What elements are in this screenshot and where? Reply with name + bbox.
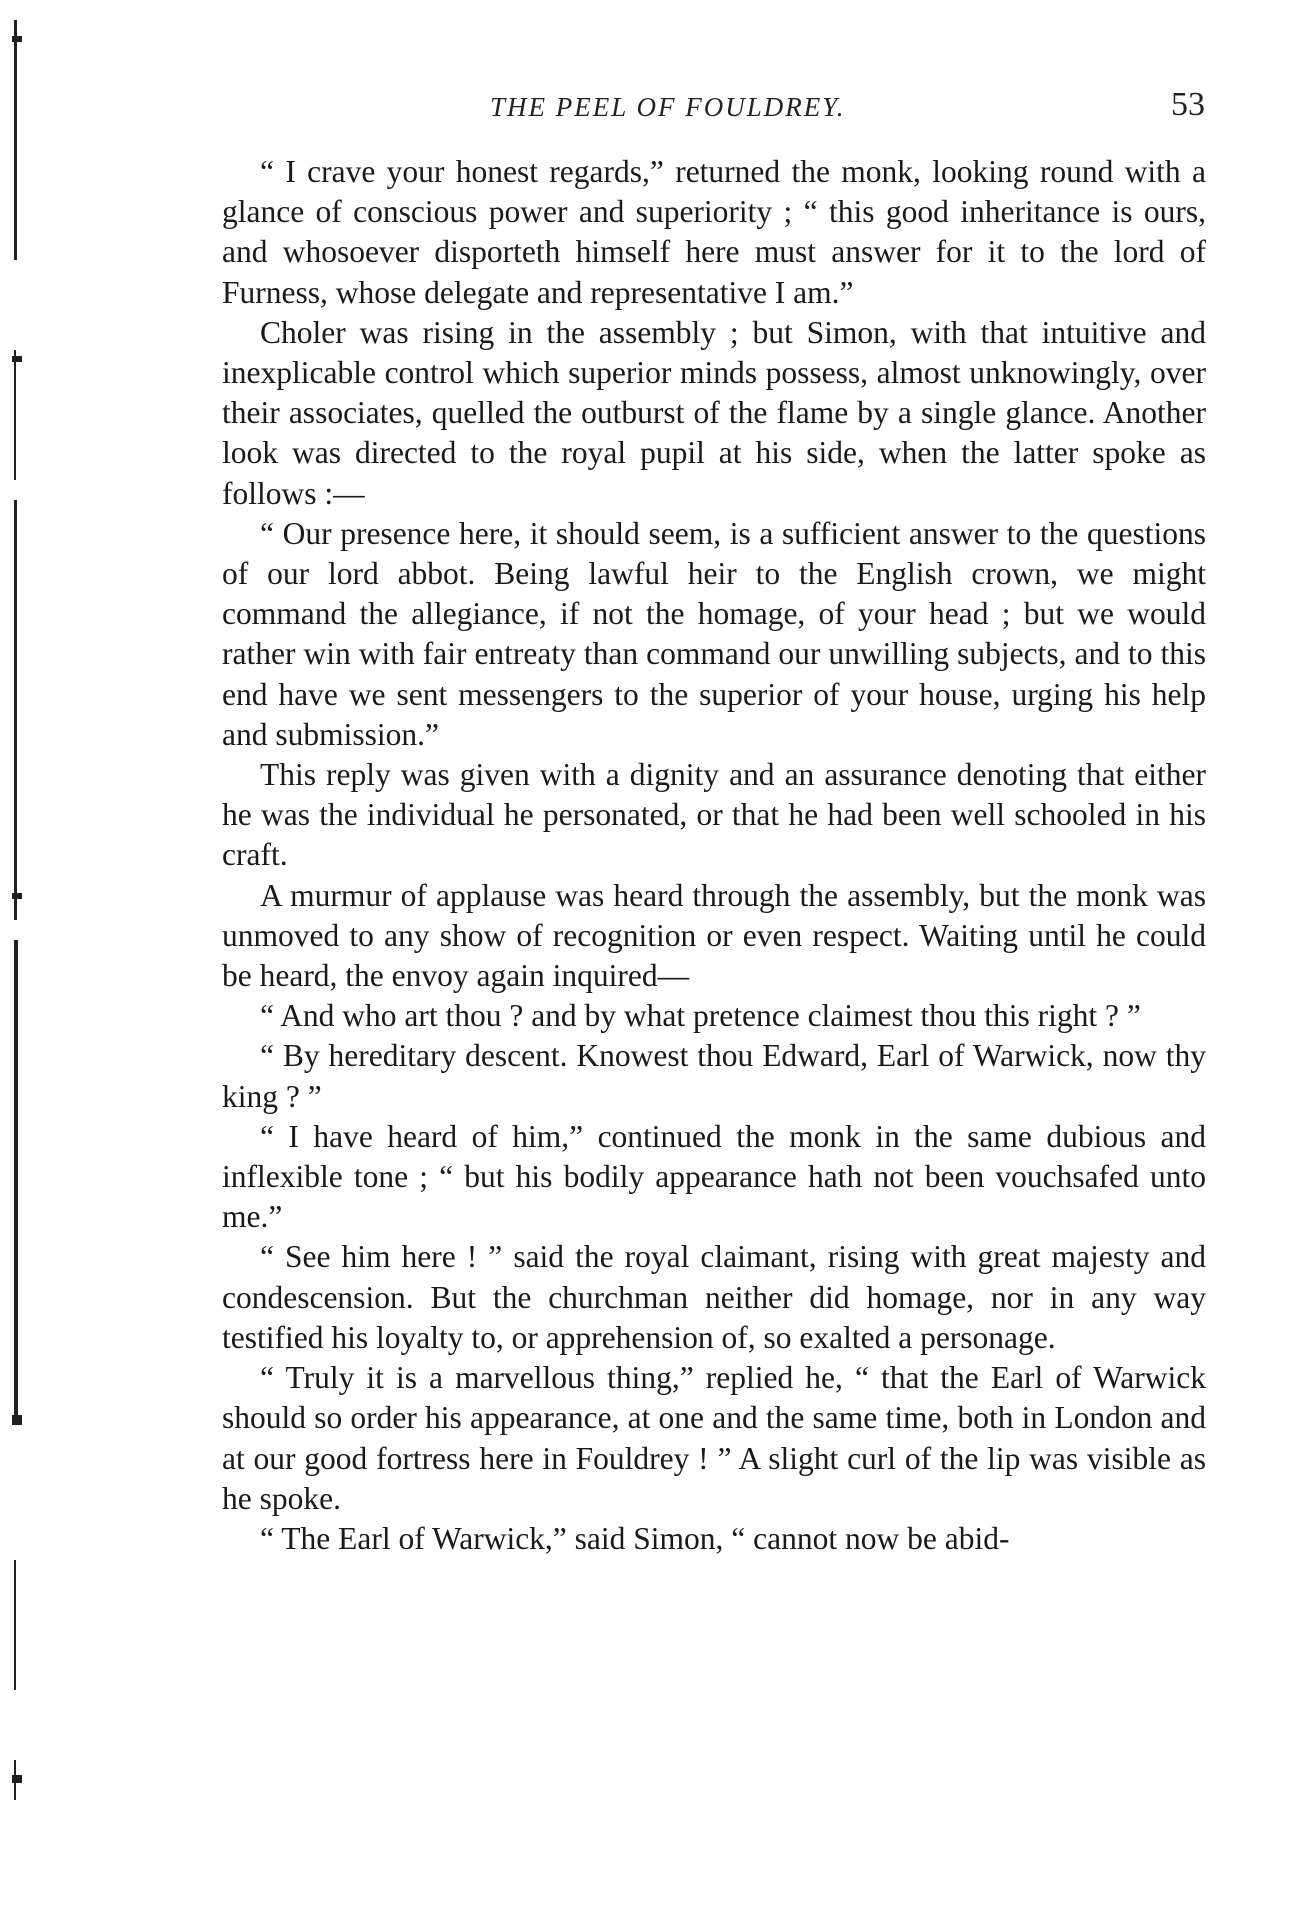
- paragraph: Choler was rising in the assembly ; but Simon, with that intuitive and inexplicable control which superior minds possess, almost unknowingly, over their associates, quelled the outburst of the flame by a single glance. Another look was directed to the royal pupil at his side, when the latter spoke as follows :—: [222, 314, 1206, 511]
- paragraph: “ And who art thou ? and by what pretence claimest thou this right ? ”: [260, 998, 1141, 1034]
- paragraph: “ The Earl of Warwick,” said Simon, “ cannot now be abid-: [260, 1520, 1010, 1556]
- scan-edge-tick: [12, 356, 22, 362]
- paragraph: This reply was given with a dignity and an assurance denoting that either he was the individual he personated, or that he had been well schooled in his craft.: [222, 757, 1206, 873]
- page-number: 53: [1171, 86, 1205, 123]
- scan-edge-line: [14, 500, 17, 920]
- scan-edge-line: [14, 1560, 16, 1690]
- paragraph: “ I crave your honest regards,” returned the monk, looking round with a glance of conscious power and superiority ; “ this good inheritance is ours, and whosoever disporteth himself here must answer for it to the lord of Furness, whose delegate and representative I am.”: [222, 154, 1206, 310]
- paragraph: “ Our presence here, it should seem, is a sufficient answer to the questions of our lord abbot. Being lawful heir to the English crown, we might command the allegiance, if not the homage, of your head ; but we would rather win with fair entreaty than command our unwilling subjects, and to this end have we sent messengers to the superior of your house, urging his help and submission.”: [222, 515, 1206, 752]
- paragraph: “ By hereditary descent. Knowest thou Edward, Earl of Warwick, now thy king ? ”: [222, 1038, 1206, 1114]
- scan-edge-tick: [12, 36, 22, 42]
- paragraph: A murmur of applause was heard through the assembly, but the monk was unmoved to any show of recognition or even respect. Waiting until he could be heard, the envoy again inquired—: [222, 877, 1206, 994]
- paragraph: “ See him here ! ” said the royal claimant, rising with great majesty and condescension. But the churchman neither did homage, nor in any way testified his loyalty to, or apprehension of, so exalted a personage.: [222, 1239, 1206, 1355]
- scan-edge-tick: [12, 1415, 22, 1425]
- scan-edge-line: [14, 20, 17, 260]
- paragraph: “ Truly it is a marvellous thing,” replied he, “ that the Earl of Warwick should so order his appearance, at one and the same time, both in London and at our good fortress here in Fouldrey ! ” A slight curl of the lip was visible as he spoke.: [222, 1360, 1206, 1516]
- scan-edge-line: [14, 940, 18, 1420]
- running-title: THE PEEL OF FOULDREY.: [490, 92, 846, 122]
- scan-edge-line: [14, 350, 16, 480]
- body-text: [222, 152, 1206, 1559]
- paragraph: “ I have heard of him,” continued the monk in the same dubious and inflexible tone ; “ but his bodily appearance hath not been vouchsafed unto me.”: [222, 1118, 1206, 1235]
- scan-edge-tick: [12, 1775, 22, 1783]
- scan-edge-tick: [12, 893, 22, 899]
- page-header: [225, 86, 1205, 126]
